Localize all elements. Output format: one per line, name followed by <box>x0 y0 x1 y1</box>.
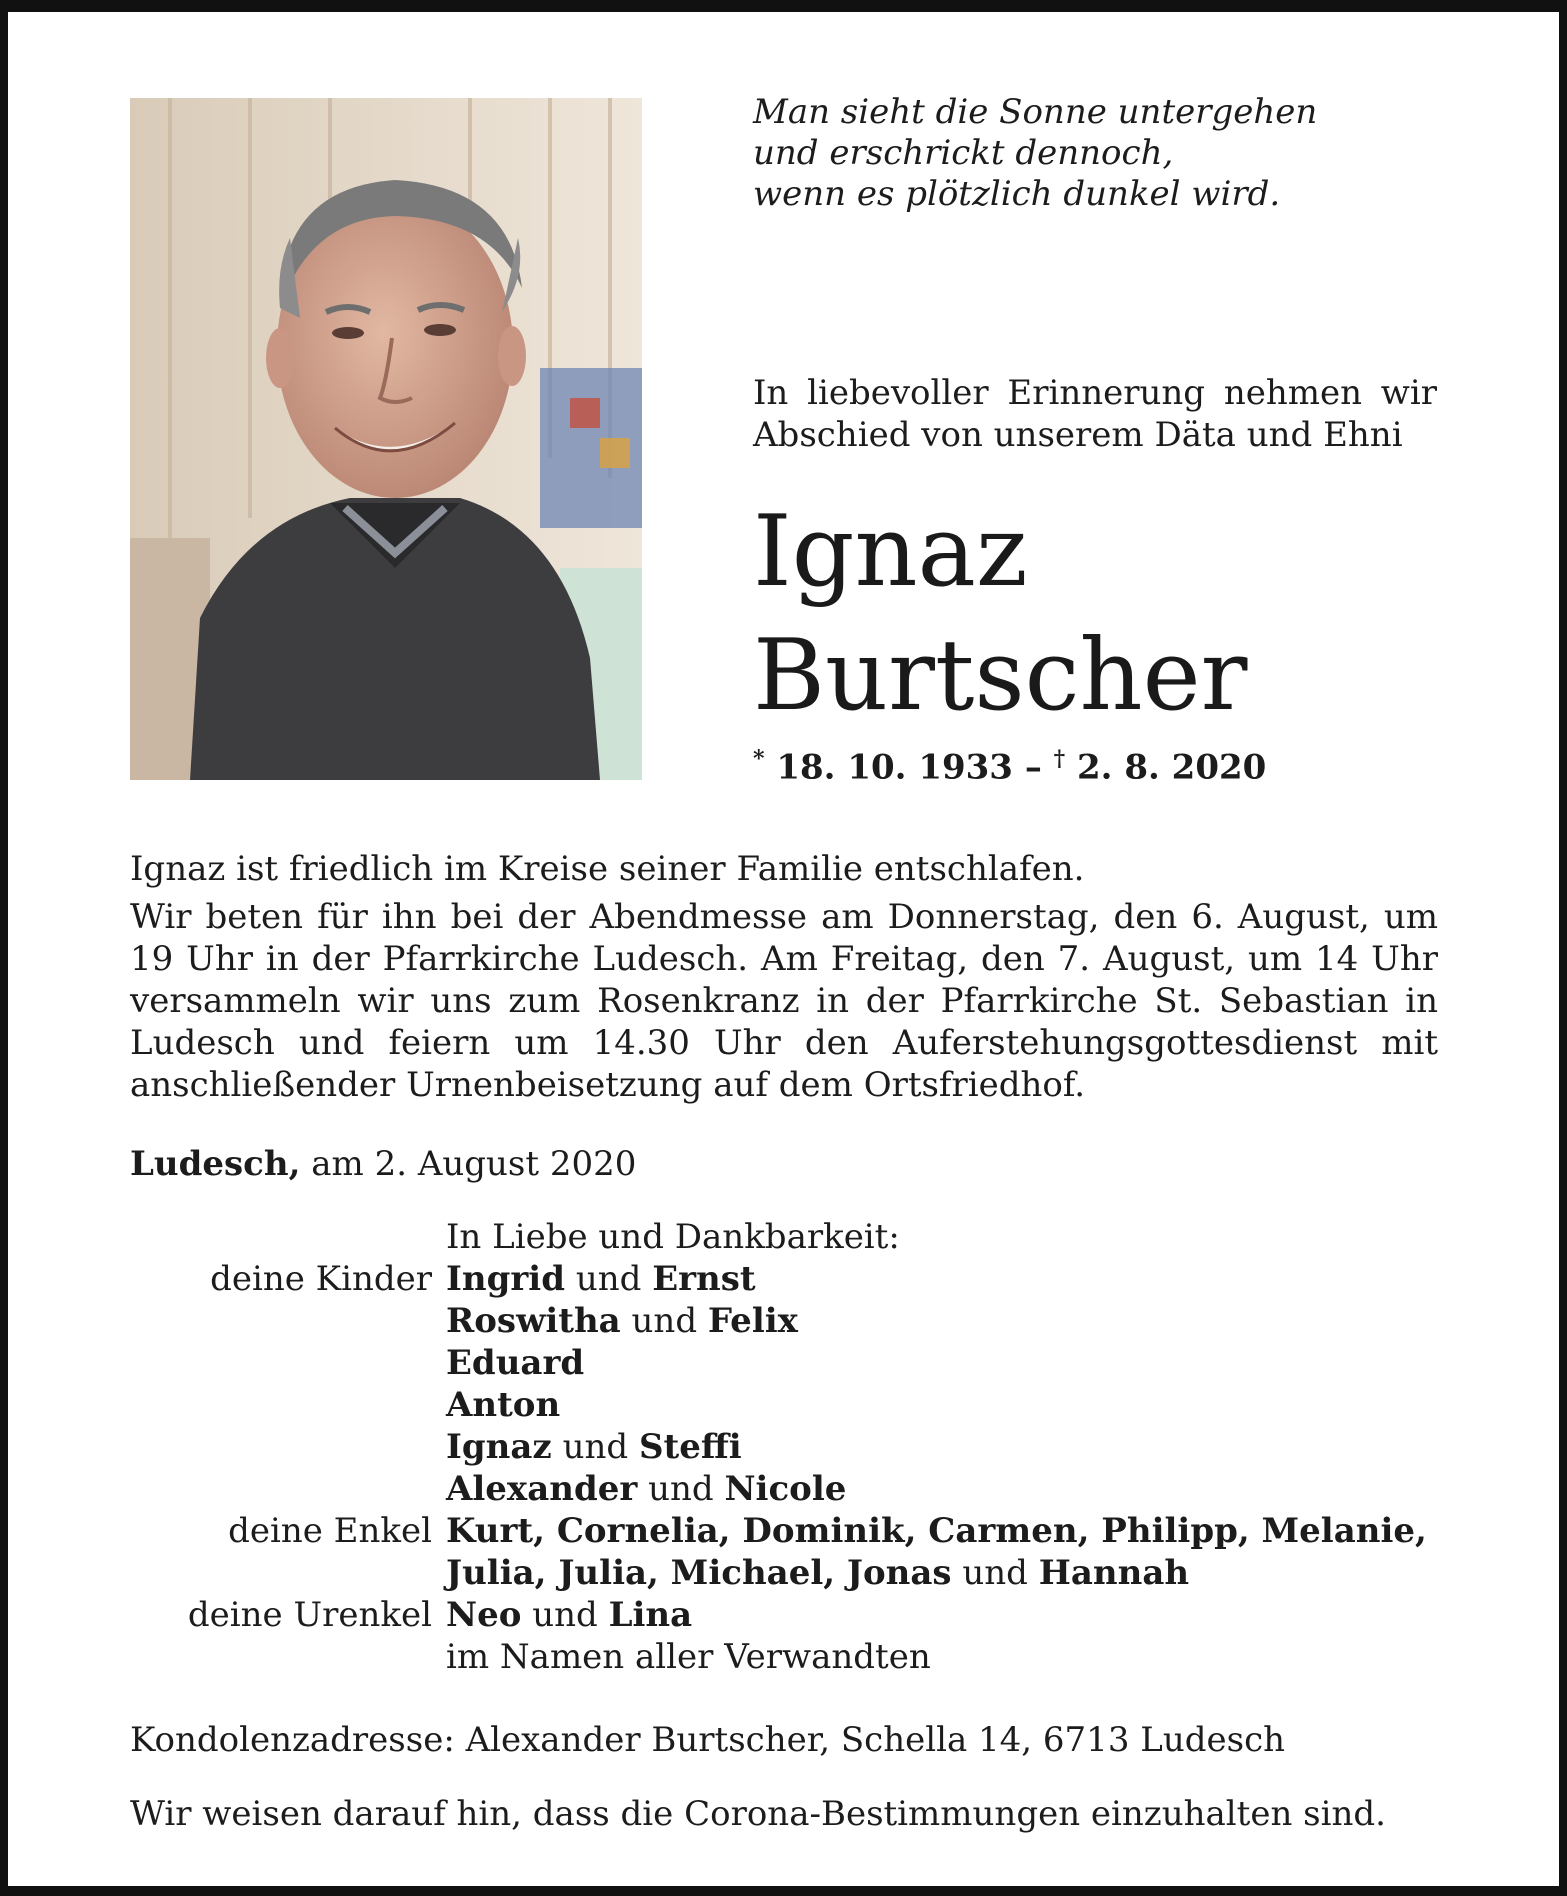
first-name: Ignaz <box>753 495 1028 609</box>
partner-name: Ernst <box>652 1259 756 1299</box>
condolence-address: Kondolenzadresse: Alexander Burtscher, Schella 14, 6713 Ludesch <box>130 1720 1286 1760</box>
partner-name: Felix <box>707 1301 798 1341</box>
child-name: Alexander <box>446 1469 638 1509</box>
family-heading: In Liebe und Dankbarkeit: <box>446 1217 900 1257</box>
and-word: und <box>575 1259 642 1299</box>
place-date <box>130 1144 636 1184</box>
list-item <box>130 1426 1460 1468</box>
announcement-text <box>130 848 1438 1106</box>
children-label: deine Kinder <box>210 1259 432 1299</box>
list-item <box>130 1594 1460 1636</box>
intro-line: Abschied von unserem Däta und Ehni <box>753 415 1403 455</box>
date-separator: – <box>1024 747 1042 788</box>
list-item <box>130 1468 1460 1510</box>
and-word: und <box>562 1427 629 1467</box>
list-item <box>130 1300 1460 1342</box>
child-name: Anton <box>446 1385 561 1425</box>
list-item <box>130 1552 1460 1594</box>
place-town: Ludesch, <box>130 1144 301 1184</box>
list-item <box>130 1258 1460 1300</box>
grandchild-name: Hannah <box>1038 1553 1190 1593</box>
great-grandchildren-label: deine Urenkel <box>187 1595 432 1635</box>
list-item <box>130 1384 1460 1426</box>
child-name: Ignaz <box>446 1427 552 1467</box>
corona-notice: Wir weisen darauf hin, dass die Corona-Bestimmungen einzuhalten sind. <box>130 1794 1386 1834</box>
quote-line: wenn es plötzlich dunkel wird. <box>753 174 1281 214</box>
list-item <box>130 1510 1460 1552</box>
announcement-para: Wir beten für ihn bei der Abendmesse am Donnerstag, den 6. August, um 19 Uhr in der Pfarrkirche Ludesch. Am Freitag, den 7. August, um 14 Uhr versammeln wir uns zum Rosenkranz in der Pfarrkirche St. Sebastian in Ludesch und feiern um 14.30 Uhr den Auferstehungsgottesdienst mit anschließender Urnenbeisetzung auf dem Ortsfriedhof. <box>130 897 1438 1105</box>
and-word: und <box>648 1469 714 1509</box>
death-date: 2. 8. 2020 <box>1077 747 1267 788</box>
child-name: Ingrid <box>446 1259 565 1299</box>
birth-symbol: * <box>753 746 765 772</box>
partner-name: Steffi <box>638 1427 742 1467</box>
relatives-line: im Namen aller Verwandten <box>446 1637 931 1677</box>
great-grandchild-name: Neo <box>446 1595 522 1635</box>
and-word: und <box>631 1301 698 1341</box>
and-word: und <box>532 1595 598 1635</box>
place-date-text: am 2. August 2020 <box>311 1144 637 1184</box>
list-item <box>130 1636 1460 1678</box>
quote-line: Man sieht die Sonne untergehen <box>753 92 1318 132</box>
intro-line: In liebevoller Erinnerung nehmen wir <box>753 373 1437 413</box>
great-grandchild-name: Lina <box>608 1595 693 1635</box>
death-symbol: † <box>1053 746 1066 772</box>
life-dates <box>753 746 1266 787</box>
grandchildren-label: deine Enkel <box>228 1511 432 1551</box>
and-word: und <box>962 1553 1028 1593</box>
intro-text <box>753 372 1437 456</box>
portrait-illustration <box>130 98 642 780</box>
grandchildren-names: Kurt, Cornelia, Dominik, Carmen, Philipp, Melanie, <box>446 1511 1427 1551</box>
birth-date: 18. 10. 1933 <box>776 747 1013 788</box>
partner-name: Nicole <box>724 1469 847 1509</box>
child-name: Roswitha <box>446 1301 621 1341</box>
family-heading-row <box>130 1216 1460 1258</box>
quote-line: und erschrickt dennoch, <box>753 133 1174 173</box>
last-name: Burtscher <box>753 619 1248 733</box>
portrait-photo <box>130 98 642 780</box>
memorial-quote <box>753 92 1453 215</box>
deceased-name <box>753 490 1248 738</box>
announcement-para: Ignaz ist friedlich im Kreise seiner Familie entschlafen. <box>130 849 1085 889</box>
grandchildren-names: Julia, Julia, Michael, Jonas <box>446 1553 952 1593</box>
family-list <box>130 1216 1460 1678</box>
list-item <box>130 1342 1460 1384</box>
child-name: Eduard <box>446 1343 585 1383</box>
